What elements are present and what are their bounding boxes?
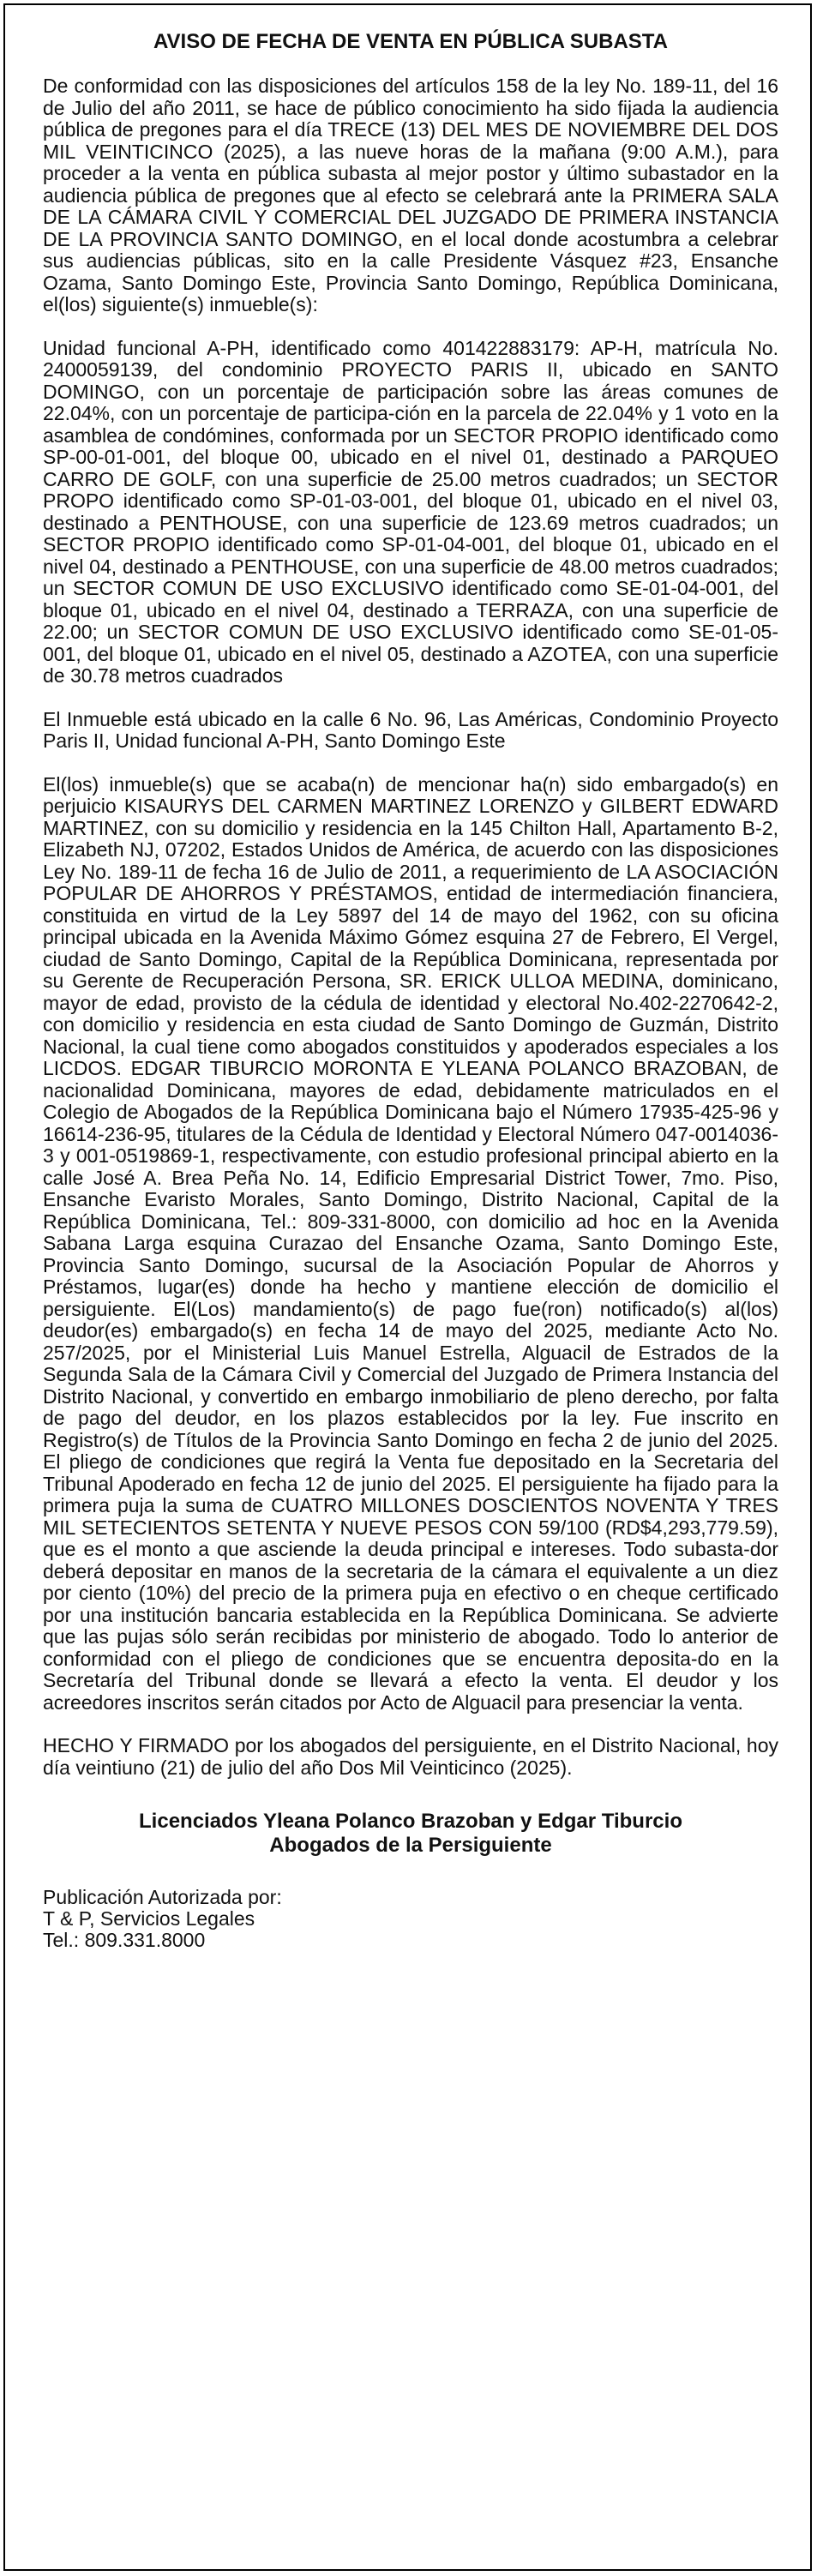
signature-block (43, 1810, 778, 1858)
notice-paragraph-property: Unidad funcional A-PH, identificado como 401422883179: AP-H, matrícula No. 2400059139, del condominio PROYECTO PARIS II, ubicado en SANTO DOMINGO, con un porcentaje de participación sobre las áreas comunes de 22.04%, con un porcentaje de participa-ción en la parcela de 22.04% y 1 voto en la asamblea de condómines, conformada por un SECTOR PROPIO identificado como SP-00-01-001, del bloque 00, ubicado en el nivel 01, destinado a PARQUEO CARRO DE GOLF, con una superficie de 25.00 metros cuadrados; un SECTOR PROPO identificado como SP-01-03-001, del bloque 01, ubicado en el nivel 03, destinado a PENTHOUSE, con una superficie de 123.69 metros cuadrados; un SECTOR PROPIO identificado como SP-01-04-001, del bloque 01, ubicado en el nivel 04, destinado a PENTHOUSE, con una superficie de 48.00 metros cuadrados; un SECTOR COMUN DE USO EXCLUSIVO identificado como SE-01-04-001, del bloque 01, ubicado en el nivel 04, destinado a TERRAZA, con una superficie de 22.00; un SECTOR COMUN DE USO EXCLUSIVO identificado como SE-01-05-001, del bloque 01, ubicado en el nivel 05, destinado a AZOTEA, con una superficie de 30.78 metros cuadrados (43, 336, 778, 687)
notice-paragraph-intro: De conformidad con las disposiciones del artículos 158 de la ley No. 189-11, del 16 de Julio del año 2011, se hace de público conocimiento ha sido fijada la audiencia pública de pregones para el día TRECE (13) DEL MES DE NOVIEMBRE DEL DOS MIL VEINTICINCO (2025), a las nueve horas de la mañana (9:00 A.M.), para proceder a la venta en pública subasta al mejor postor y último subastador en la audiencia pública de pregones que al efecto se celebrará ante la PRIMERA SALA DE LA CÁMARA CIVIL Y COMERCIAL DEL JUZGADO DE PRIMERA INSTANCIA DE LA PROVINCIA SANTO DOMINGO, en el local donde acostumbra a celebrar sus audiencias públicas, sito en la calle Presidente Vásquez #23, Ensanche Ozama, Santo Domingo Este, Provincia Santo Domingo, República Dominicana, el(los) siguiente(s) inmueble(s): (43, 75, 778, 315)
notice-content (43, 29, 778, 1951)
notice-paragraph-seizure: El(los) inmueble(s) que se acaba(n) de mencionar ha(n) sido embargado(s) en perjuicio KISAURYS DEL CARMEN MARTINEZ LORENZO y GILBERT EDWARD MARTINEZ, con su domicilio y residencia en la 145 Chilton Hall, Apartamento B-2, Elizabeth NJ, 07202, Estados Unidos de América, de acuerdo con las disposiciones Ley No. 189-11 de fecha 16 de Julio de 2011, a requerimiento de LA ASOCIACIÓN POPULAR DE AHORROS Y PRÉSTAMOS, entidad de intermediación financiera, constituida en virtud de la Ley 5897 del 14 de mayo del 1962, con su oficina principal ubicada en la Avenida Máximo Gómez esquina 27 de Febrero, El Vergel, ciudad de Santo Domingo, Capital de la República Dominicana, representada por su Gerente de Recuperación Persona, SR. ERICK ULLOA MEDINA, dominicano, mayor de edad, provisto de la cédula de identidad y electoral No.402-2270642-2, con domicilio y residencia en esta ciudad de Santo Domingo de Guzmán, Distrito Nacional, la cual tiene como abogados constituidos y apoderados especiales a los LICDOS. EDGAR TIBURCIO MORONTA E YLEANA POLANCO BRAZOBAN, de nacionalidad Dominicana, mayores de edad, debidamente matriculados en el Colegio de Abogados de la República Dominicana bajo el Número 17935-425-96 y 16614-236-95, titulares de la Cédula de Identidad y Electoral Número 047-0014036-3 y 001-0519869-1, respectivamente, con estudio profesional principal abierto en la calle José A. Brea Peña No. 14, Edificio Empresarial District Tower, 7mo. Piso, Ensanche Evaristo Morales, Santo Domingo, Distrito Nacional, Capital de la República Dominicana, Tel.: 809-331-8000, con domicilio ad hoc en la Avenida Sabana Larga esquina Curazao del Ensanche Ozama, Santo Domingo Este, Provincia Santo Domingo, sucursal de la Asociación Popular de Ahorros y Préstamos, lugar(es) donde ha hecho y mantiene elección de domicilio el persiguiente. El(Los) mandamiento(s) de pago fue(ron) notificado(s) al(los) deudor(es) embargado(s) en fecha 14 de mayo del 2025, mediante Acto No. 257/2025, por el Ministerial Luis Manuel Estrella, Alguacil de Estrados de la Segunda Sala de la Cámara Civil y Comercial del Juzgado de Primera Instancia del Distrito Nacional, y convertido en embargo inmobiliario de pleno derecho, por falta de pago del deudor, en los plazos establecidos por la ley. Fue inscrito en Registro(s) de Títulos de la Provincia Santo Domingo en fecha 2 de junio del 2025. El pliego de condiciones que regirá la Venta fue depositado en la Secretaria del Tribunal Apoderado en fecha 12 de junio del 2025. El persiguiente ha fijado para la primera puja la suma de CUATRO MILLONES DOSCIENTOS NOVENTA Y TRES MIL SETECIENTOS SETENTA Y NUEVE PESOS CON 59/100 (RD$4,293,779.59), que es el monto a que asciende la deuda principal e intereses. Todo subasta-dor deberá depositar en manos de la secretaria de la cámara el equivalente a un diez por ciento (10%) del precio de la primera puja en efectivo o en cheque certificado por una institución bancaria establecida en la República Dominicana. Se advierte que las pujas sólo serán recibidas por ministerio de abogado. Todo lo anterior de conformidad con el pliego de condiciones que se encuentra deposita-do en la Secretaría del Tribunal donde se llevará a efecto la venta. El deudor y los acreedores inscritos serán citados por Acto de Alguacil para presenciar la venta. (43, 772, 778, 1714)
notice-paragraph-signed: HECHO Y FIRMADO por los abogados del persiguiente, en el Distrito Nacional, hoy día veintiuno (21) de julio del año Dos Mil Veinticinco (2025). (43, 1734, 778, 1779)
publication-phone: Tel.: 809.331.8000 (43, 1929, 206, 1951)
notice-paragraph-location: El Inmueble está ubicado en la calle 6 No. 96, Las Américas, Condominio Proyecto Paris II, Unidad funcional A-PH, Santo Domingo Este (43, 707, 778, 752)
signature-role: Abogados de la Persiguiente (269, 1834, 552, 1857)
publication-company: T & P, Servicios Legales (43, 1907, 255, 1930)
publication-authorized: Publicación Autorizada por: (43, 1886, 282, 1908)
notice-frame (3, 3, 812, 2571)
notice-title: AVISO DE FECHA DE VENTA EN PÚBLICA SUBASTA (153, 30, 669, 53)
publication-block (43, 1887, 778, 1951)
signature-names: Licenciados Yleana Polanco Brazoban y Edgar Tiburcio (139, 1810, 682, 1833)
